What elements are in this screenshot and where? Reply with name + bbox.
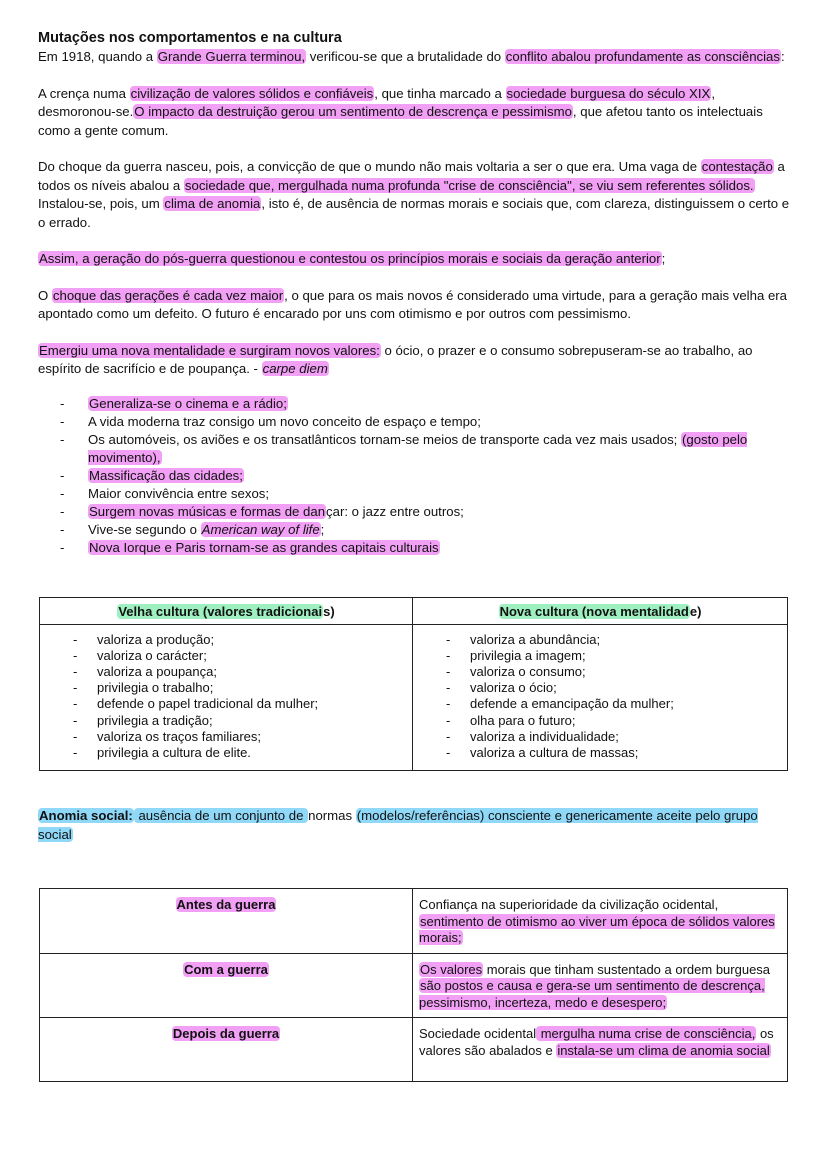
old-culture-cell xyxy=(40,624,413,771)
highlight: clima de anomia xyxy=(164,196,261,211)
text: Instalou-se, pois, um xyxy=(38,196,164,211)
row-label-during-war: Com a guerra xyxy=(40,953,413,1018)
text: A crença numa xyxy=(38,85,130,101)
row-text-after-war: Sociedade ocidental mergulha numa crise de consciência, os valores são abalados e instala-se um clima de anomia social xyxy=(413,1018,788,1082)
list-item: - valoriza os traços familiares; xyxy=(73,729,411,745)
list-item: - olha para o futuro; xyxy=(446,713,786,729)
text: , desmoronou-se. xyxy=(38,85,715,119)
highlight: Assim, a geração do pós-guerra questionou e contestou os princípios morais e sociais da geração anterior xyxy=(39,251,661,266)
list-item: - valoriza a poupança; xyxy=(73,664,411,680)
list-item: - privilegia a tradição; xyxy=(73,713,411,729)
highlight: sociedade que, mergulhada numa profunda "crise de consciência", se viu sem referentes sólidos. xyxy=(184,177,754,193)
list-item: - Nova Iorque e Paris tornam-se as grandes capitais culturais xyxy=(60,539,790,557)
list-item: - Vive-se segundo o American way of life; xyxy=(60,521,790,539)
bullet-list xyxy=(38,395,790,557)
list-item: - A vida moderna traz consigo um novo conceito de espaço e tempo; xyxy=(60,413,790,431)
paragraph-2 xyxy=(38,85,790,141)
row-label-after-war: Depois da guerra xyxy=(40,1018,413,1082)
highlight: contestação xyxy=(701,159,773,174)
list-item: - valoriza a abundância; xyxy=(446,632,786,648)
highlight: choque das gerações é cada vez maior xyxy=(52,287,284,303)
document-page xyxy=(38,30,790,1082)
culture-comparison-table xyxy=(39,597,788,772)
list-item: - valoriza o ócio; xyxy=(446,680,786,696)
text: , que tinha marcado a xyxy=(374,85,506,101)
list-item: - valoriza o carácter; xyxy=(73,648,411,664)
text: o ócio, o prazer e o consumo sobrepuseram-se ao trabalho, ao espírito de sacrifício e de poupança. - xyxy=(38,342,753,376)
highlight: O impacto da destruição gerou um sentimento de descrença e pessimismo xyxy=(134,104,572,119)
paragraph-5 xyxy=(38,287,790,324)
list-item: - privilegia a cultura de elite. xyxy=(73,745,411,761)
paragraph-4 xyxy=(38,250,790,269)
list-item: - valoriza a individualidade; xyxy=(446,729,786,745)
row-label-before-war: Antes da guerra xyxy=(40,889,413,954)
text: , que afetou tanto os intelectuais como a gente comum. xyxy=(38,104,763,138)
text: verificou-se que a brutalidade do xyxy=(306,49,505,64)
text: Do choque da guerra nasceu, pois, a convicção de que o mundo não mais voltaria a ser o que era. Uma vaga de xyxy=(38,159,701,174)
table-header-new-culture: Nova cultura (nova mentalidade) xyxy=(413,597,788,624)
list-item: - Surgem novas músicas e formas de dançar: o jazz entre outros; xyxy=(60,503,790,521)
page-title: Mutações nos comportamentos e na cultura xyxy=(38,30,342,46)
paragraph-6 xyxy=(38,342,790,379)
highlight: Grande Guerra terminou, xyxy=(157,49,306,64)
text: O xyxy=(38,287,52,303)
anomia-definition: Anomia social: ausência de um conjunto de normas (modelos/referências) consciente e genericamente aceite pelo grupo social xyxy=(38,808,758,842)
list-item: - Generaliza-se o cinema e a rádio; xyxy=(60,395,790,413)
list-item: - defende o papel tradicional da mulher; xyxy=(73,696,411,712)
row-text-before-war: Confiança na superioridade da civilização ocidental, sentimento de otimismo ao viver um época de sólidos valores morais; xyxy=(413,889,788,954)
war-periods-table xyxy=(39,888,788,1082)
highlight: Emergiu uma nova mentalidade e surgiram novos valores: xyxy=(39,342,380,358)
paragraph-1 xyxy=(38,48,790,67)
text: Em 1918, quando a xyxy=(38,49,157,64)
highlight: civilização de valores sólidos e confiáveis xyxy=(130,85,374,101)
highlight: carpe diem xyxy=(262,361,328,376)
list-item: - defende a emancipação da mulher; xyxy=(446,696,786,712)
list-item: - Massificação das cidades; xyxy=(60,467,790,485)
list-item: - valoriza a cultura de massas; xyxy=(446,745,786,761)
highlight: conflito abalou profundamente as consciências xyxy=(505,49,780,64)
text: : xyxy=(780,49,785,64)
list-item: - valoriza o consumo; xyxy=(446,664,786,680)
text: , isto é, de ausência de normas morais e sociais que, com clareza, distinguissem o certo e o errado. xyxy=(38,196,790,230)
text: ; xyxy=(661,251,666,266)
list-item: - Maior convivência entre sexos; xyxy=(60,485,790,503)
highlight: sociedade burguesa do século XIX xyxy=(506,85,711,101)
text: a todos os níveis abalou a xyxy=(38,159,785,193)
list-item: - privilegia o trabalho; xyxy=(73,680,411,696)
paragraph-3 xyxy=(38,158,790,232)
list-item: - Os automóveis, os aviões e os transatlânticos tornam-se meios de transporte cada vez mais usados; (gosto pelo movimento), xyxy=(60,431,790,467)
text: , o que para os mais novos é considerado uma virtude, para a geração mais velha era apontado como um defeito. O futuro é encarado por uns com otimismo e por outros com pessimismo. xyxy=(38,287,788,321)
list-item: - valoriza a produção; xyxy=(73,632,411,648)
new-culture-cell xyxy=(413,624,788,771)
table-header-old-culture: Velha cultura (valores tradicionais) xyxy=(40,597,413,624)
list-item: - privilegia a imagem; xyxy=(446,648,786,664)
row-text-during-war: Os valores morais que tinham sustentado a ordem burguesa são postos e causa e gera-se um sentimento de descrença, pessimismo, incerteza, medo e desespero; xyxy=(413,953,788,1018)
